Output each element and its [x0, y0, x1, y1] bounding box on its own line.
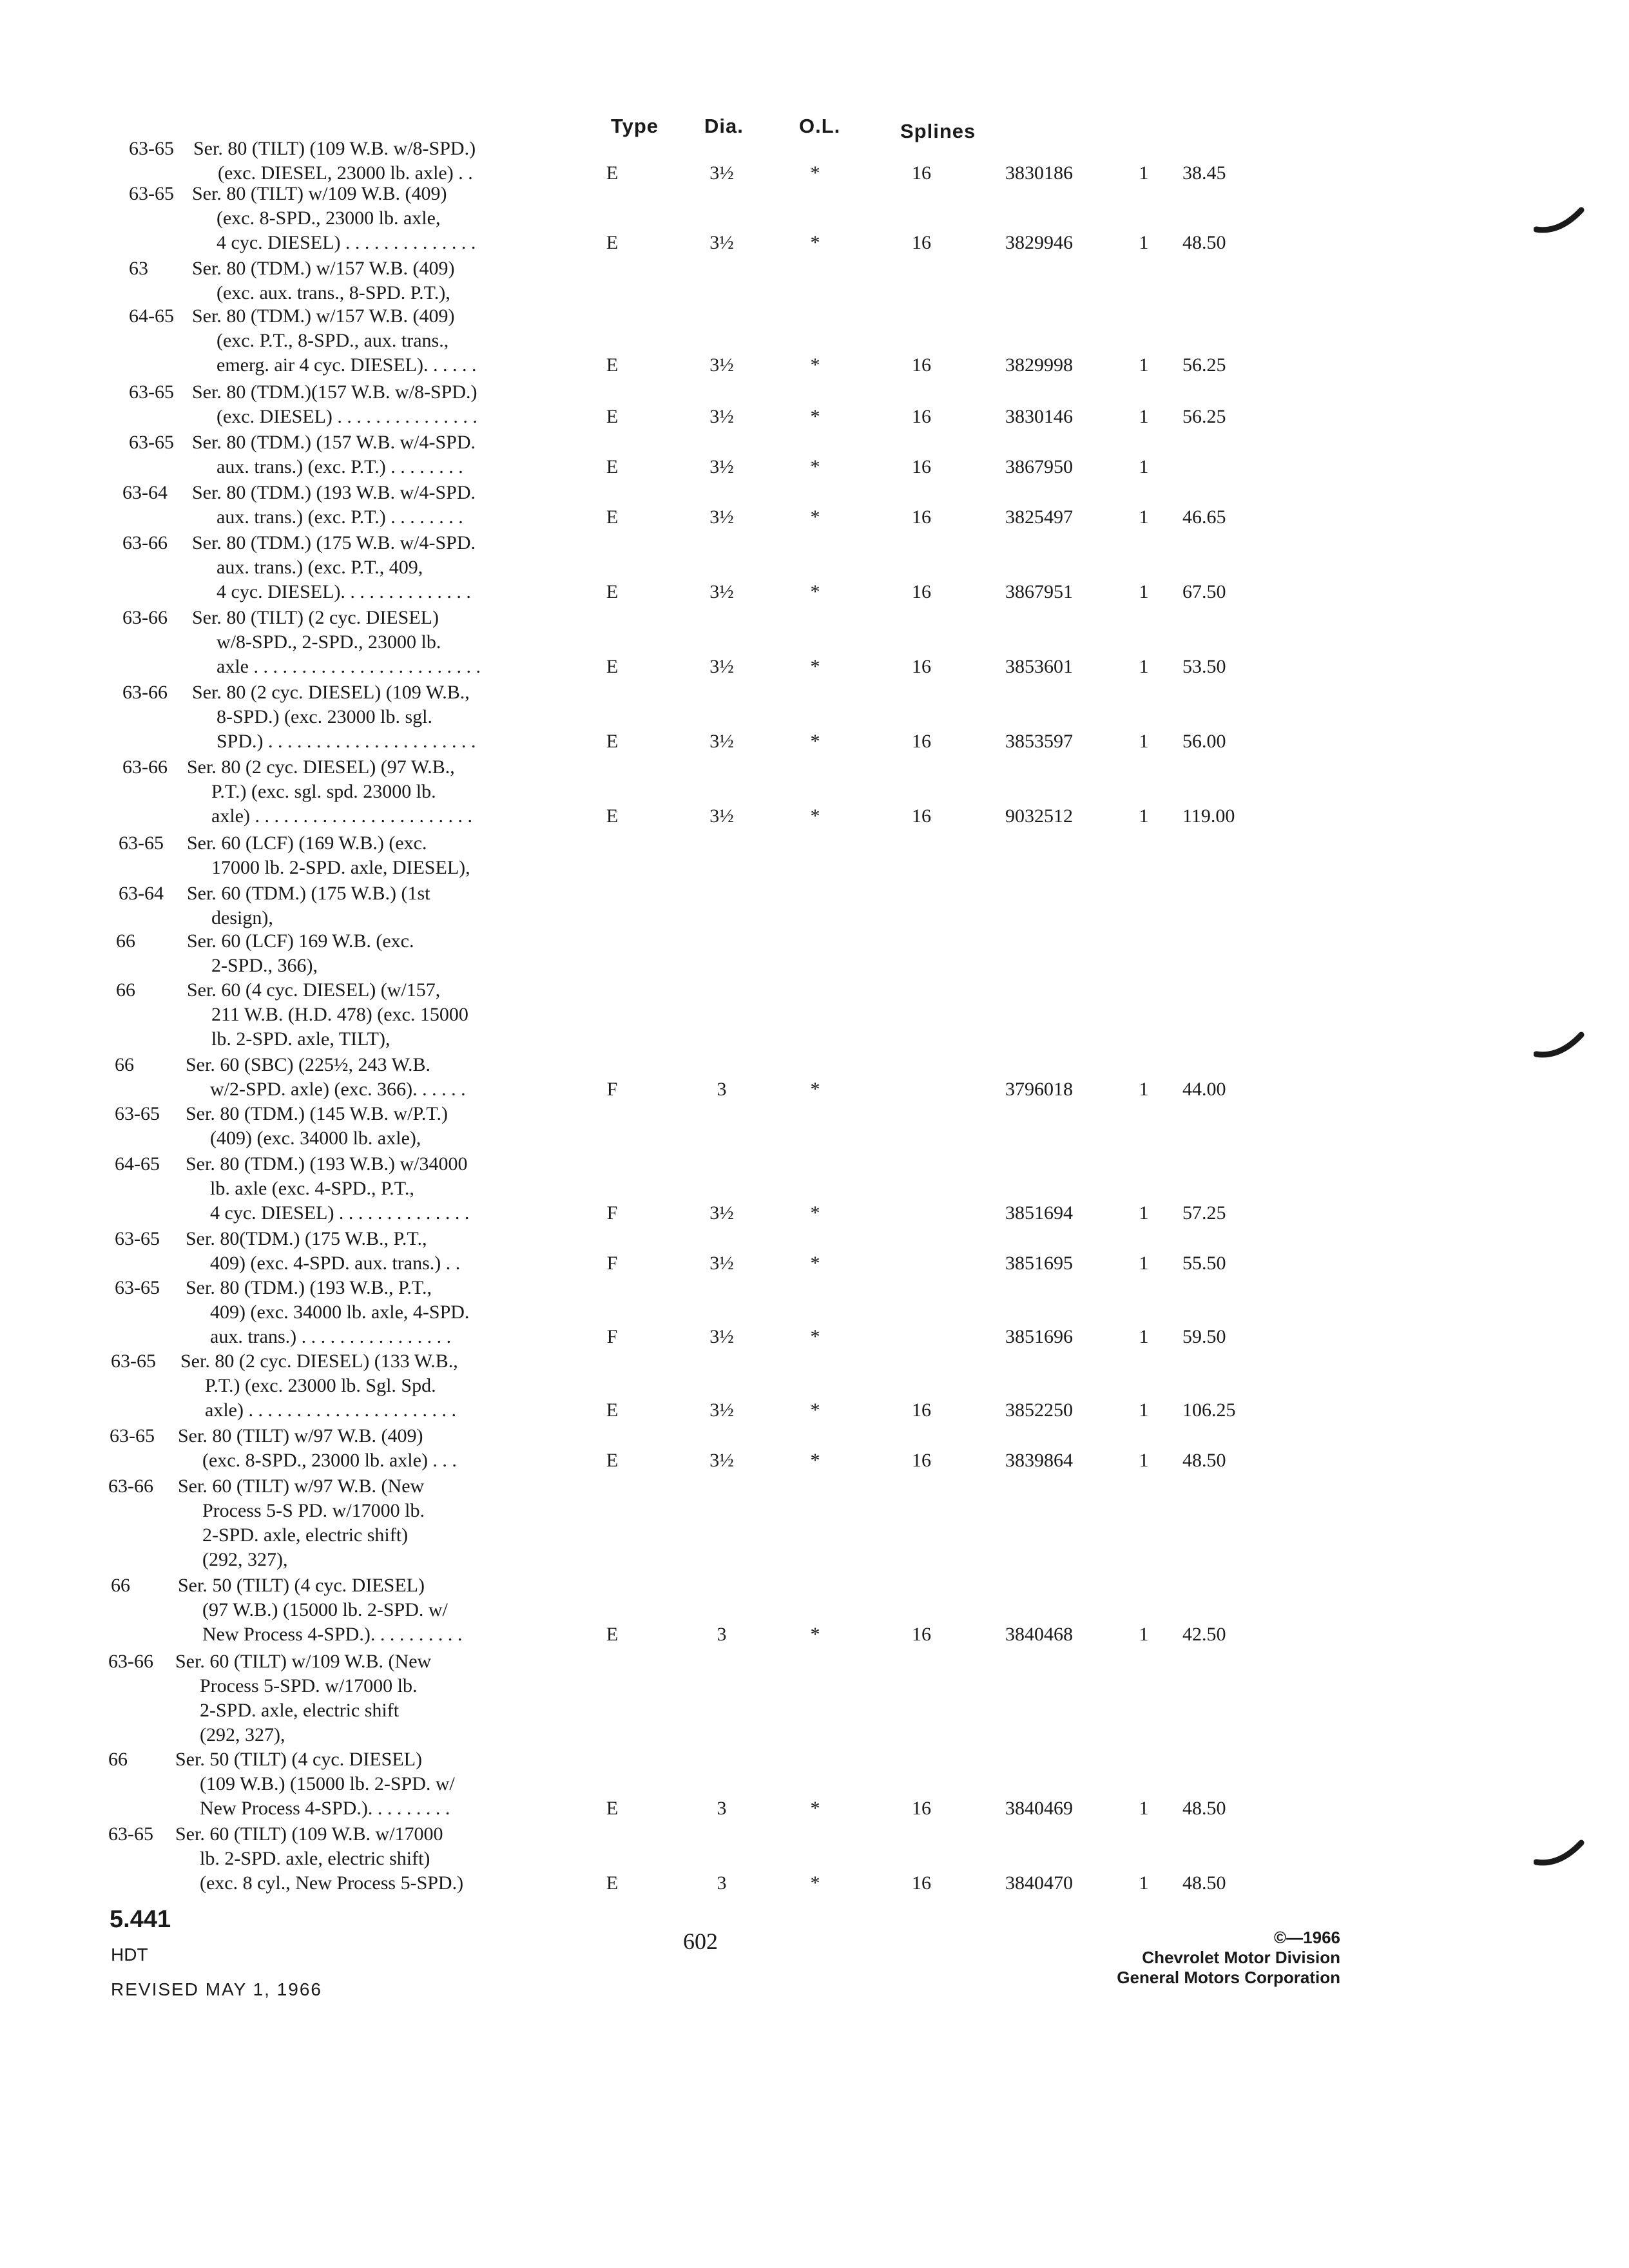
- diameter: 3½: [709, 354, 734, 376]
- diameter: 3½: [709, 1326, 734, 1347]
- part-number: 3852250: [1005, 1399, 1073, 1421]
- description-line: (exc. DIESEL) . . . . . . . . . . . . . . .: [217, 406, 477, 427]
- drive-type: E: [606, 1624, 619, 1645]
- description-line: Process 5-S PD. w/17000 lb.: [202, 1500, 425, 1521]
- price: 56.25: [1182, 406, 1226, 427]
- description-line: Ser. 80 (TILT) (2 cyc. DIESEL): [192, 607, 439, 628]
- drive-type: E: [606, 456, 619, 477]
- description-line: axle) . . . . . . . . . . . . . . . . . . . . . .: [205, 1399, 456, 1421]
- drive-type: E: [606, 1399, 619, 1421]
- price: 48.50: [1182, 1798, 1226, 1819]
- description-line: Process 5-SPD. w/17000 lb.: [200, 1675, 418, 1696]
- overall-length: *: [810, 232, 820, 253]
- description-line: Ser. 80 (TDM.) (175 W.B. w/4-SPD.: [192, 532, 476, 553]
- description-line: Ser. 60 (TILT) (109 W.B. w/17000: [175, 1823, 443, 1845]
- splines: 16: [912, 731, 931, 752]
- drive-type: E: [606, 1450, 619, 1471]
- margin-check-mark: [1534, 1030, 1585, 1062]
- price: 106.25: [1182, 1399, 1236, 1421]
- diameter: 3½: [709, 162, 734, 184]
- description-line: (exc. aux. trans., 8-SPD. P.T.),: [217, 282, 450, 303]
- model-years: 63-65: [129, 183, 174, 204]
- overall-length: *: [810, 731, 820, 752]
- header-ol: O.L.: [799, 115, 841, 137]
- part-number: 3840469: [1005, 1798, 1073, 1819]
- splines: 16: [912, 1872, 931, 1894]
- quantity: 1: [1139, 1399, 1149, 1421]
- description-line: Ser. 60 (TDM.) (175 W.B.) (1st: [187, 883, 430, 904]
- description-line: (409) (exc. 34000 lb. axle),: [210, 1128, 421, 1149]
- description-line: Ser. 60 (TILT) w/109 W.B. (New: [175, 1651, 432, 1672]
- overall-length: *: [810, 1253, 820, 1274]
- quantity: 1: [1139, 1624, 1149, 1645]
- model-years: 63-65: [119, 832, 164, 854]
- description-line: aux. trans.) (exc. P.T., 409,: [217, 557, 423, 578]
- overall-length: *: [810, 506, 820, 528]
- price: 46.65: [1182, 506, 1226, 528]
- overall-length: *: [810, 1624, 820, 1645]
- description-line: axle) . . . . . . . . . . . . . . . . . . . . . . .: [211, 805, 472, 827]
- description-line: 409) (exc. 4-SPD. aux. trans.) . .: [210, 1253, 461, 1274]
- model-years: 63-65: [108, 1823, 153, 1845]
- description-line: Ser. 80 (TDM.) w/157 W.B. (409): [192, 258, 455, 279]
- margin-check-mark: [1534, 205, 1585, 237]
- description-line: (exc. 8-SPD., 23000 lb. axle,: [217, 207, 441, 229]
- quantity: 1: [1139, 1202, 1149, 1224]
- description-line: (97 W.B.) (15000 lb. 2-SPD. w/: [202, 1599, 448, 1620]
- description-line: Ser. 80 (TDM.) (145 W.B. w/P.T.): [186, 1103, 448, 1124]
- price: 56.25: [1182, 354, 1226, 376]
- diameter: 3½: [709, 656, 734, 677]
- splines: 16: [912, 1399, 931, 1421]
- quantity: 1: [1139, 1450, 1149, 1471]
- diameter: 3: [717, 1798, 727, 1819]
- part-number: 3840470: [1005, 1872, 1073, 1894]
- splines: 16: [912, 1798, 931, 1819]
- diameter: 3½: [709, 581, 734, 602]
- header-type: Type: [611, 115, 659, 137]
- drive-type: F: [606, 1253, 618, 1274]
- description-line: w/2-SPD. axle) (exc. 366). . . . . .: [210, 1079, 466, 1100]
- part-number: 3839864: [1005, 1450, 1073, 1471]
- description-line: Ser. 50 (TILT) (4 cyc. DIESEL): [175, 1749, 422, 1770]
- description-line: New Process 4-SPD.). . . . . . . . .: [200, 1798, 450, 1819]
- model-years: 63-66: [122, 532, 168, 553]
- diameter: 3½: [709, 232, 734, 253]
- splines: 16: [912, 406, 931, 427]
- model-years: 63: [129, 258, 148, 279]
- overall-length: *: [810, 1399, 820, 1421]
- drive-type: F: [606, 1079, 618, 1100]
- description-line: Ser. 80 (TDM.) (193 W.B. w/4-SPD.: [192, 482, 476, 503]
- category-label: HDT: [111, 1945, 148, 1965]
- drive-type: E: [606, 581, 619, 602]
- description-line: 4 cyc. DIESEL). . . . . . . . . . . . . .: [217, 581, 471, 602]
- part-number: 3830186: [1005, 162, 1073, 184]
- description-line: (292, 327),: [202, 1549, 288, 1570]
- part-number: 3853597: [1005, 731, 1073, 752]
- drive-type: F: [606, 1202, 618, 1224]
- header-dia: Dia.: [704, 115, 744, 137]
- price: 42.50: [1182, 1624, 1226, 1645]
- description-line: (exc. P.T., 8-SPD., aux. trans.,: [217, 330, 449, 351]
- description-line: 2-SPD., 366),: [211, 955, 318, 976]
- description-line: aux. trans.) . . . . . . . . . . . . . . . .: [210, 1326, 452, 1347]
- copyright-year: ©—1966: [1274, 1928, 1340, 1947]
- description-line: Ser. 60 (TILT) w/97 W.B. (New: [178, 1475, 425, 1497]
- description-line: emerg. air 4 cyc. DIESEL). . . . . .: [217, 354, 477, 376]
- diameter: 3½: [709, 1253, 734, 1274]
- part-number: 3853601: [1005, 656, 1073, 677]
- model-years: 63-65: [115, 1103, 160, 1124]
- diameter: 3½: [709, 1399, 734, 1421]
- part-number: 3830146: [1005, 406, 1073, 427]
- description-line: 2-SPD. axle, electric shift: [200, 1700, 400, 1721]
- description-line: Ser. 80 (TILT) w/109 W.B. (409): [192, 183, 447, 204]
- description-line: Ser. 60 (LCF) 169 W.B. (exc.: [187, 930, 414, 952]
- description-line: aux. trans.) (exc. P.T.) . . . . . . . .: [217, 506, 463, 528]
- model-years: 63-65: [115, 1277, 160, 1298]
- description-line: Ser. 80 (TILT) w/97 W.B. (409): [178, 1425, 423, 1446]
- model-years: 63-64: [119, 883, 164, 904]
- overall-length: *: [810, 1450, 820, 1471]
- price: 48.50: [1182, 232, 1226, 253]
- drive-type: E: [606, 731, 619, 752]
- part-number: 3840468: [1005, 1624, 1073, 1645]
- diameter: 3½: [709, 805, 734, 827]
- price: 59.50: [1182, 1326, 1226, 1347]
- description-line: (292, 327),: [200, 1724, 285, 1745]
- model-years: 63-65: [129, 381, 174, 403]
- description-line: P.T.) (exc. 23000 lb. Sgl. Spd.: [205, 1375, 436, 1396]
- header-splines: Splines: [900, 120, 976, 142]
- section-number: 5.441: [110, 1906, 171, 1933]
- part-number: 3829998: [1005, 354, 1073, 376]
- model-years: 66: [111, 1575, 130, 1596]
- margin-check-mark: [1534, 1838, 1585, 1870]
- model-years: 63-65: [111, 1350, 156, 1372]
- quantity: 1: [1139, 232, 1149, 253]
- model-years: 63-65: [129, 432, 174, 453]
- description-line: Ser. 80(TDM.) (175 W.B., P.T.,: [186, 1228, 427, 1249]
- drive-type: E: [606, 406, 619, 427]
- description-line: (109 W.B.) (15000 lb. 2-SPD. w/: [200, 1773, 455, 1794]
- description-line: Ser. 80 (TDM.) (193 W.B.) w/34000: [186, 1153, 468, 1175]
- model-years: 63-65: [110, 1425, 155, 1446]
- quantity: 1: [1139, 506, 1149, 528]
- description-line: Ser. 80 (TDM.)(157 W.B. w/8-SPD.): [192, 381, 477, 403]
- corporation-name: General Motors Corporation: [1117, 1968, 1340, 1987]
- description-line: Ser. 80 (TILT) (109 W.B. w/8-SPD.): [193, 138, 476, 159]
- model-years: 63-65: [129, 138, 174, 159]
- diameter: 3½: [709, 731, 734, 752]
- drive-type: E: [606, 1798, 619, 1819]
- splines: 16: [912, 456, 931, 477]
- description-line: 4 cyc. DIESEL) . . . . . . . . . . . . . .: [210, 1202, 470, 1224]
- quantity: 1: [1139, 731, 1149, 752]
- description-line: lb. axle (exc. 4-SPD., P.T.,: [210, 1178, 414, 1199]
- quantity: 1: [1139, 354, 1149, 376]
- drive-type: E: [606, 656, 619, 677]
- quantity: 1: [1139, 1872, 1149, 1894]
- drive-type: E: [606, 1872, 619, 1894]
- model-years: 63-66: [108, 1651, 153, 1672]
- model-years: 63-66: [108, 1475, 153, 1497]
- part-number: 9032512: [1005, 805, 1073, 827]
- price: 44.00: [1182, 1079, 1226, 1100]
- splines: 16: [912, 1624, 931, 1645]
- description-line: SPD.) . . . . . . . . . . . . . . . . . . . . . .: [217, 731, 476, 752]
- drive-type: F: [606, 1326, 618, 1347]
- quantity: 1: [1139, 1079, 1149, 1100]
- drive-type: E: [606, 506, 619, 528]
- part-number: 3796018: [1005, 1079, 1073, 1100]
- description-line: aux. trans.) (exc. P.T.) . . . . . . . .: [217, 456, 463, 477]
- splines: 16: [912, 232, 931, 253]
- splines: 16: [912, 581, 931, 602]
- price: 38.45: [1182, 162, 1226, 184]
- quantity: 1: [1139, 1253, 1149, 1274]
- part-number: 3825497: [1005, 506, 1073, 528]
- drive-type: E: [606, 805, 619, 827]
- model-years: 63-66: [122, 607, 168, 628]
- splines: 16: [912, 162, 931, 184]
- description-line: Ser. 50 (TILT) (4 cyc. DIESEL): [178, 1575, 425, 1596]
- diameter: 3: [717, 1872, 727, 1894]
- description-line: New Process 4-SPD.). . . . . . . . . .: [202, 1624, 463, 1645]
- model-years: 63-66: [122, 756, 168, 778]
- model-years: 66: [116, 930, 135, 952]
- description-line: (exc. 8 cyl., New Process 5-SPD.): [200, 1872, 464, 1894]
- price: 48.50: [1182, 1450, 1226, 1471]
- description-line: Ser. 80 (2 cyc. DIESEL) (109 W.B.,: [192, 682, 470, 703]
- quantity: 1: [1139, 162, 1149, 184]
- splines: 16: [912, 354, 931, 376]
- model-years: 63-65: [115, 1228, 160, 1249]
- part-number: 3851694: [1005, 1202, 1073, 1224]
- overall-length: *: [810, 581, 820, 602]
- revision-date: REVISED MAY 1, 1966: [111, 1979, 322, 1999]
- description-line: axle . . . . . . . . . . . . . . . . . . . . . . . .: [217, 656, 481, 677]
- description-line: 4 cyc. DIESEL) . . . . . . . . . . . . . .: [217, 232, 476, 253]
- diameter: 3½: [709, 456, 734, 477]
- part-number: 3867951: [1005, 581, 1073, 602]
- diameter: 3: [717, 1624, 727, 1645]
- part-number: 3851695: [1005, 1253, 1073, 1274]
- price: 56.00: [1182, 731, 1226, 752]
- quantity: 1: [1139, 581, 1149, 602]
- description-line: w/8-SPD., 2-SPD., 23000 lb.: [217, 631, 441, 653]
- overall-length: *: [810, 1326, 820, 1347]
- model-years: 66: [115, 1054, 134, 1075]
- overall-length: *: [810, 162, 820, 184]
- description-line: 17000 lb. 2-SPD. axle, DIESEL),: [211, 857, 470, 878]
- description-line: Ser. 80 (TDM.) (193 W.B., P.T.,: [186, 1277, 432, 1298]
- price: 53.50: [1182, 656, 1226, 677]
- model-years: 64-65: [115, 1153, 160, 1175]
- description-line: 8-SPD.) (exc. 23000 lb. sgl.: [217, 706, 432, 727]
- splines: 16: [912, 506, 931, 528]
- overall-length: *: [810, 1202, 820, 1224]
- page-number: 602: [683, 1928, 718, 1954]
- splines: 16: [912, 1450, 931, 1471]
- diameter: 3½: [709, 506, 734, 528]
- splines: 16: [912, 805, 931, 827]
- part-number: 3851696: [1005, 1326, 1073, 1347]
- overall-length: *: [810, 456, 820, 477]
- diameter: 3: [717, 1079, 727, 1100]
- price: 55.50: [1182, 1253, 1226, 1274]
- overall-length: *: [810, 354, 820, 376]
- description-line: Ser. 60 (SBC) (225½, 243 W.B.: [186, 1054, 431, 1075]
- model-years: 66: [108, 1749, 128, 1770]
- splines: 16: [912, 656, 931, 677]
- model-years: 63-64: [122, 482, 168, 503]
- overall-length: *: [810, 1798, 820, 1819]
- drive-type: E: [606, 232, 619, 253]
- description-line: P.T.) (exc. sgl. spd. 23000 lb.: [211, 781, 436, 802]
- description-line: Ser. 60 (4 cyc. DIESEL) (w/157,: [187, 979, 441, 1001]
- part-number: 3829946: [1005, 232, 1073, 253]
- diameter: 3½: [709, 1450, 734, 1471]
- overall-length: *: [810, 1079, 820, 1100]
- description-line: Ser. 80 (2 cyc. DIESEL) (133 W.B.,: [180, 1350, 458, 1372]
- copyright-block: [1070, 1928, 1340, 1988]
- overall-length: *: [810, 805, 820, 827]
- description-line: 2-SPD. axle, electric shift): [202, 1524, 409, 1546]
- overall-length: *: [810, 1872, 820, 1894]
- description-line: 211 W.B. (H.D. 478) (exc. 15000: [211, 1004, 468, 1025]
- quantity: 1: [1139, 656, 1149, 677]
- description-line: Ser. 60 (LCF) (169 W.B.) (exc.: [187, 832, 427, 854]
- description-line: (exc. 8-SPD., 23000 lb. axle) . . .: [202, 1450, 457, 1471]
- drive-type: E: [606, 354, 619, 376]
- quantity: 1: [1139, 1798, 1149, 1819]
- overall-length: *: [810, 656, 820, 677]
- diameter: 3½: [709, 406, 734, 427]
- quantity: 1: [1139, 406, 1149, 427]
- model-years: 63-66: [122, 682, 168, 703]
- overall-length: *: [810, 406, 820, 427]
- diameter: 3½: [709, 1202, 734, 1224]
- description-line: 409) (exc. 34000 lb. axle, 4-SPD.: [210, 1302, 470, 1323]
- description-line: lb. 2-SPD. axle, TILT),: [211, 1028, 390, 1050]
- description-line: lb. 2-SPD. axle, electric shift): [200, 1848, 430, 1869]
- description-line: design),: [211, 907, 273, 928]
- price: 67.50: [1182, 581, 1226, 602]
- price: 119.00: [1182, 805, 1235, 827]
- price: 48.50: [1182, 1872, 1226, 1894]
- quantity: 1: [1139, 805, 1149, 827]
- model-years: 64-65: [129, 305, 174, 327]
- division-name: Chevrolet Motor Division: [1142, 1948, 1340, 1967]
- model-years: 66: [116, 979, 135, 1001]
- quantity: 1: [1139, 1326, 1149, 1347]
- part-number: 3867950: [1005, 456, 1073, 477]
- description-line: Ser. 80 (2 cyc. DIESEL) (97 W.B.,: [187, 756, 455, 778]
- price: 57.25: [1182, 1202, 1226, 1224]
- drive-type: E: [606, 162, 619, 184]
- description-line: Ser. 80 (TDM.) w/157 W.B. (409): [192, 305, 455, 327]
- description-line: Ser. 80 (TDM.) (157 W.B. w/4-SPD.: [192, 432, 476, 453]
- description-line: (exc. DIESEL, 23000 lb. axle) . .: [218, 162, 473, 184]
- quantity: 1: [1139, 456, 1149, 477]
